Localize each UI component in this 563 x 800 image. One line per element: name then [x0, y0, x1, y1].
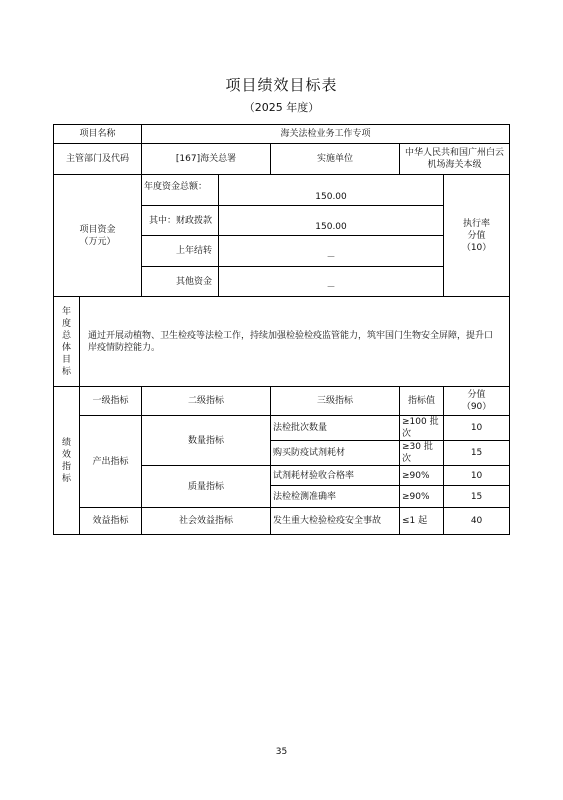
indicator-value: ≥30 批次	[400, 441, 444, 466]
funds-fiscal-value: 150.00	[219, 206, 444, 236]
annual-goal-label-char: 总	[61, 330, 71, 341]
row-department	[54, 144, 510, 175]
table-row	[54, 416, 510, 441]
indicator-name: 试剂耗材验收合格率	[271, 466, 400, 486]
indicator-score: 15	[444, 441, 510, 466]
funds-score-line1: 执行率	[463, 218, 491, 229]
header-score-line1: 分值	[467, 390, 486, 400]
output-indicator-label: 产出指标	[80, 416, 142, 508]
header-level1: 一级指标	[80, 387, 142, 416]
dept-value: [167]海关总署	[142, 144, 271, 175]
indicator-name: 法检批次数量	[271, 416, 400, 441]
header-score-line2: （90）	[461, 402, 492, 412]
indicator-name: 购买防疫试剂耗材	[271, 441, 400, 466]
funds-label-line2: （万元）	[79, 236, 116, 247]
annual-goal-label-char: 体	[61, 342, 71, 353]
indicator-score: 40	[444, 508, 510, 535]
funds-other-value: －	[219, 267, 444, 297]
page-subtitle: （2025 年度）	[243, 101, 320, 114]
unit-value: 中华人民共和国广州白云机场海关本级	[400, 144, 510, 175]
indicators-label-char: 指	[61, 461, 71, 472]
annual-goal-text: 通过开展动植物、卫生检疫等法检工作，持续加强检验检疫监管能力，筑牢国门生物安全屏障，提升口岸疫情防控能力。	[80, 297, 510, 387]
header-level3: 三级指标	[271, 387, 400, 416]
funds-fiscal-label: 其中：财政拨款	[142, 206, 219, 236]
funds-carryover-value: －	[219, 236, 444, 267]
annual-goal-label	[54, 297, 80, 387]
annual-goal-label-char: 度	[61, 318, 71, 329]
funds-score-line2: 分值	[467, 230, 486, 241]
page-title: 项目绩效目标表	[225, 76, 338, 94]
project-name-value: 海关法检业务工作专项	[142, 125, 510, 144]
table-row	[54, 508, 510, 535]
indicator-value: ≥90%	[400, 466, 444, 486]
project-name-label: 项目名称	[54, 125, 142, 144]
funds-score	[444, 175, 510, 297]
row-annual-goal	[54, 297, 510, 387]
indicator-score: 10	[444, 416, 510, 441]
effect-indicator-label: 效益指标	[80, 508, 142, 535]
row-project-name	[54, 125, 510, 144]
indicator-name: 发生重大检验检疫安全事故	[271, 508, 400, 535]
funds-carryover-label: 上年结转	[142, 236, 219, 267]
header-score	[444, 387, 510, 416]
header-level2: 二级指标	[142, 387, 271, 416]
dept-label: 主管部门及代码	[54, 144, 142, 175]
indicator-score: 10	[444, 466, 510, 486]
indicator-score: 15	[444, 486, 510, 508]
funds-score-line3: （10）	[461, 242, 492, 253]
indicators-label-char: 绩	[61, 437, 71, 448]
funds-other-label: 其他资金	[142, 267, 219, 297]
indicators-label-char: 标	[61, 473, 71, 484]
indicators-label-char: 效	[61, 449, 71, 460]
annual-goal-label-char: 目	[61, 354, 71, 365]
header-value: 指标值	[400, 387, 444, 416]
funds-total-label: 年度资金总额：	[142, 175, 219, 206]
performance-table	[53, 124, 510, 535]
indicator-name: 法检检测准确率	[271, 486, 400, 508]
page-number: 35	[275, 747, 288, 757]
annual-goal-label-char: 年	[61, 306, 71, 317]
funds-total-value: 150.00	[219, 175, 444, 206]
indicator-value: ≥100 批次	[400, 416, 444, 441]
indicator-value: ≤1 起	[400, 508, 444, 535]
quantity-indicator-label: 数量指标	[142, 416, 271, 466]
funds-label	[54, 175, 142, 297]
indicator-value: ≥90%	[400, 486, 444, 508]
indicators-label	[54, 387, 80, 535]
social-indicator-label: 社会效益指标	[142, 508, 271, 535]
row-funds-total	[54, 175, 510, 206]
quality-indicator-label: 质量指标	[142, 466, 271, 508]
row-indicator-headers	[54, 387, 510, 416]
annual-goal-label-char: 标	[61, 366, 71, 377]
unit-label: 实施单位	[271, 144, 400, 175]
funds-label-line1: 项目资金	[79, 224, 116, 235]
